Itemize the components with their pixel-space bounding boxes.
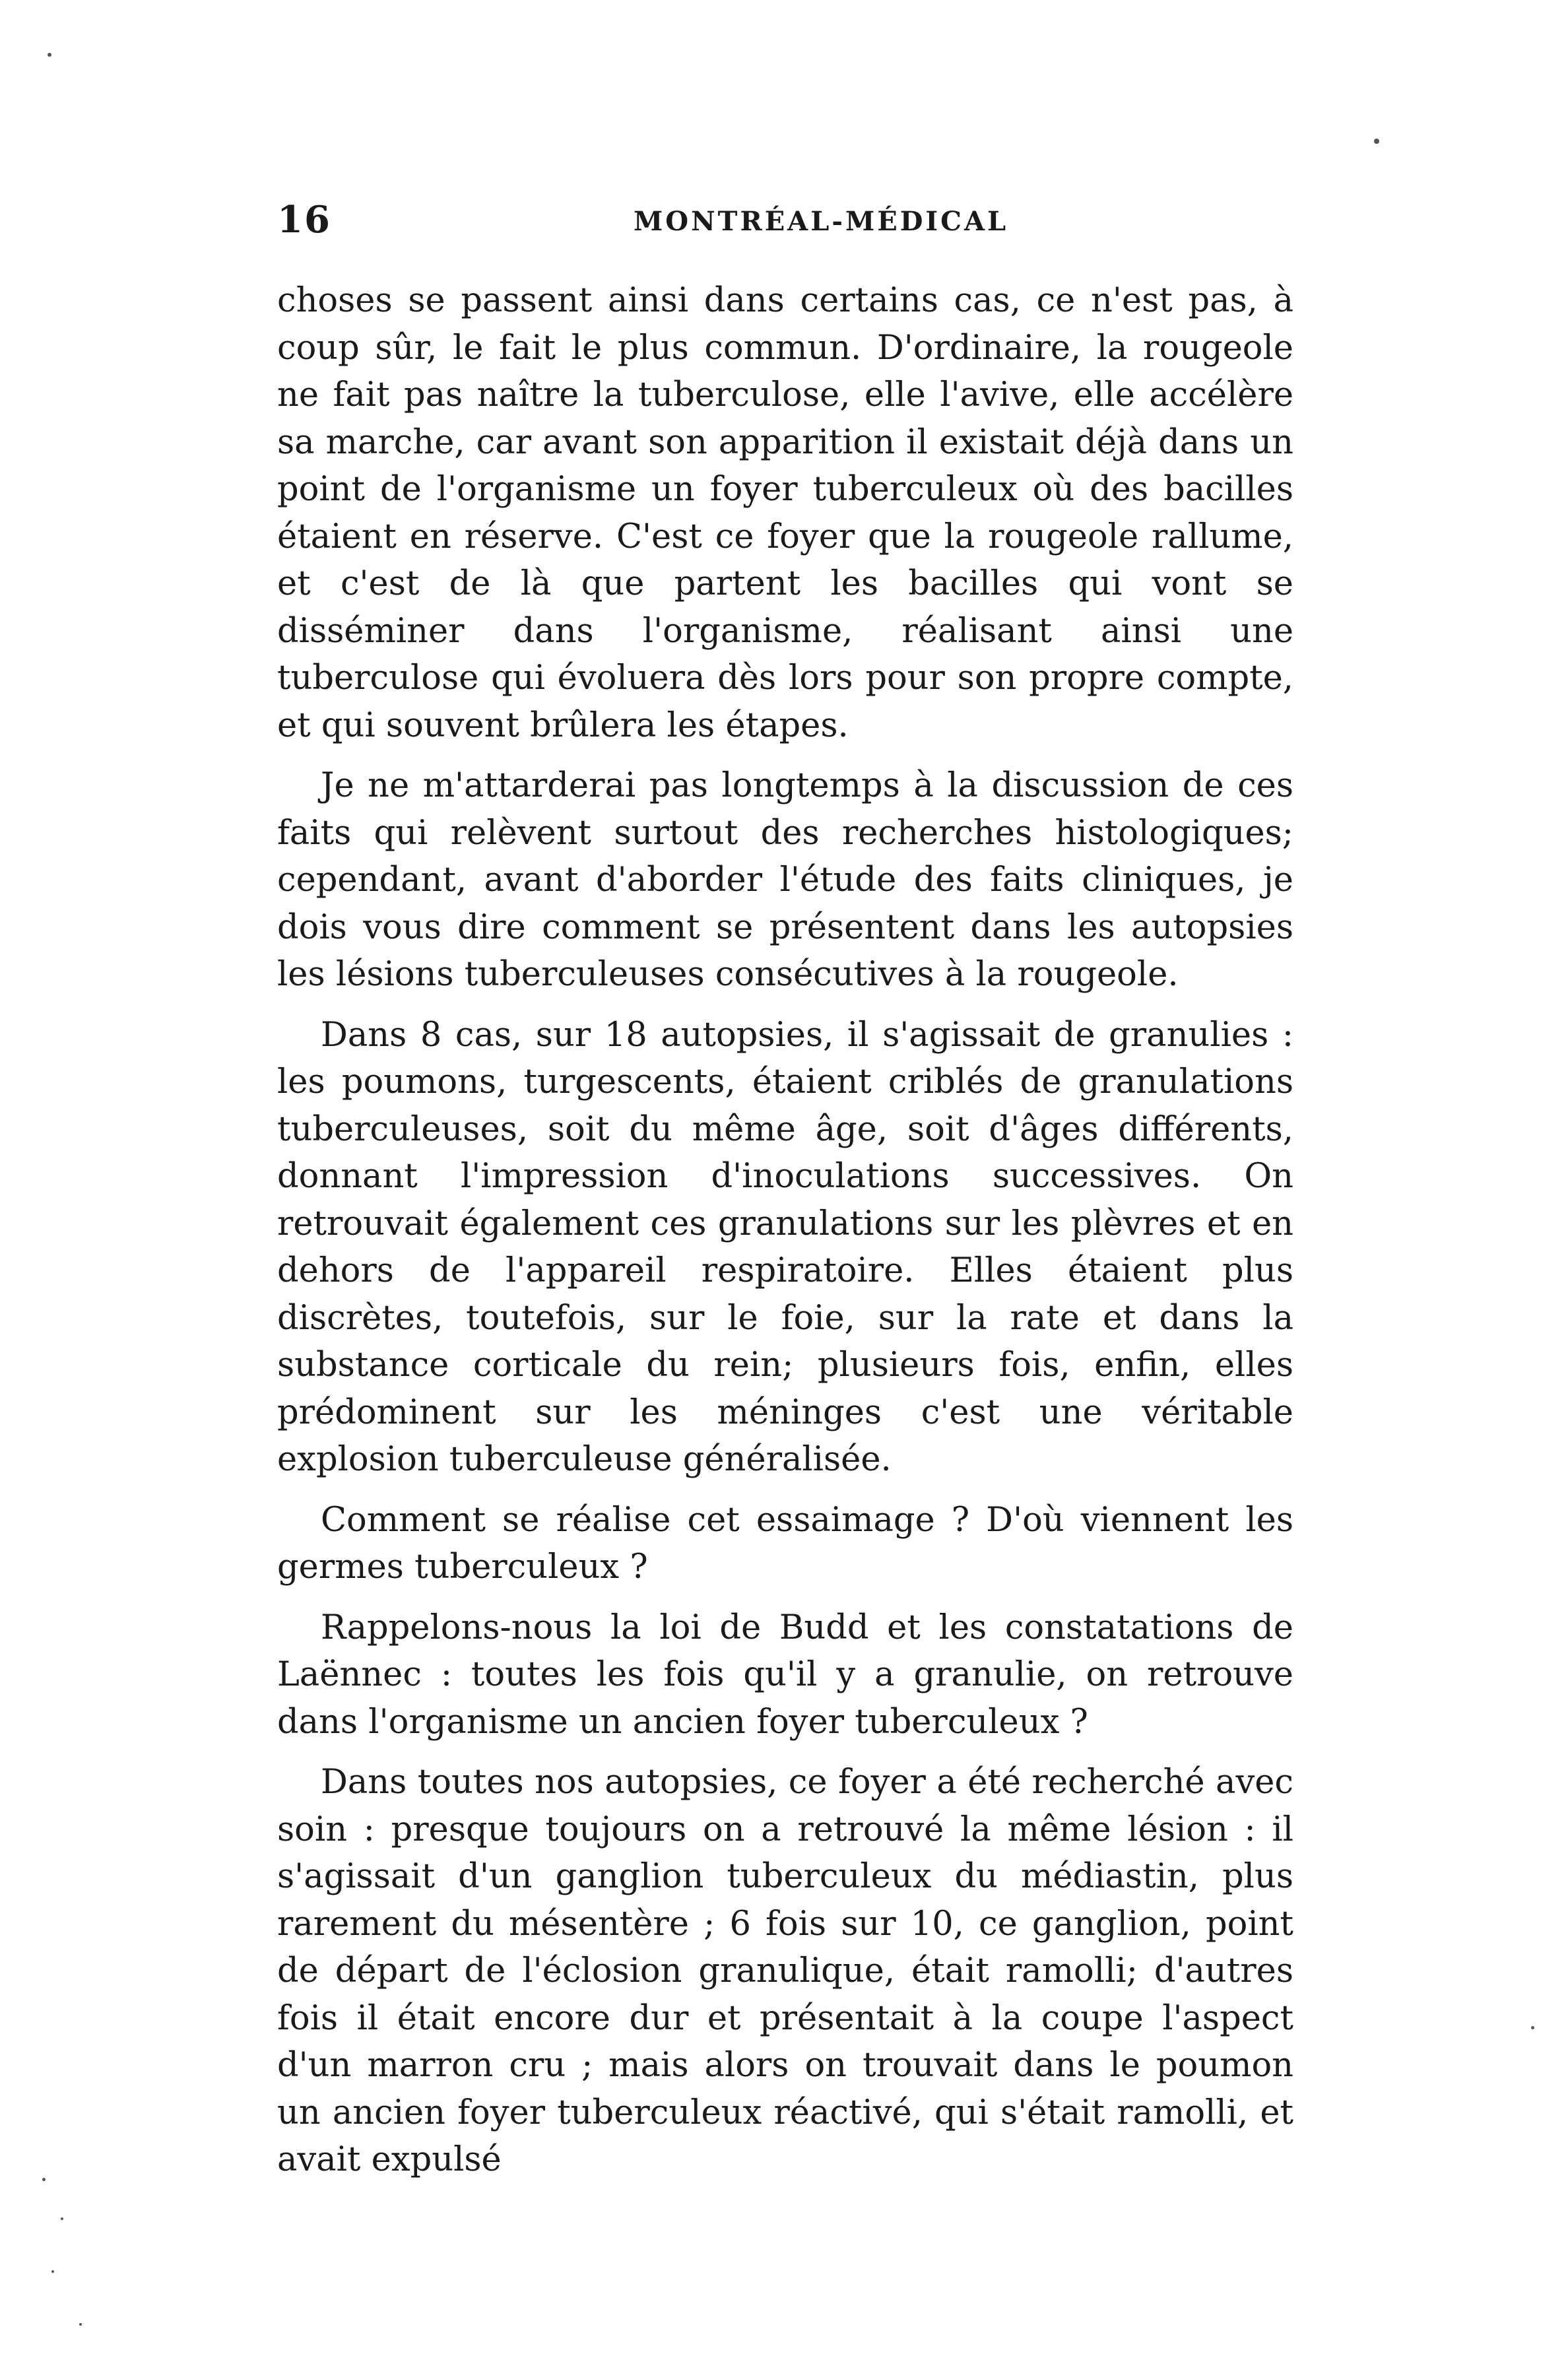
paragraph-3: Dans 8 cas, sur 18 autopsies, il s'agissait de granulies : les poumons, turgescents, étaient criblés de granulations tuberculeuses, soit du même âge, soit d'âges différents, donnant l'impression d'inoculations successives. On retrouvait également ces granulations sur les plèvres et en dehors de l'appareil respiratoire. Elles étaient plus discrètes, toutefois, sur le foie, sur la rate et dans la substance corticale du rein; plusieurs fois, enfin, elles prédominent sur les méninges c'est une véritable explosion tuberculeuse généralisée.: [277, 1015, 1293, 1479]
paragraph-1: choses se passent ainsi dans certains cas, ce n'est pas, à coup sûr, le fait le plus commun. D'ordinaire, la rougeole ne fait pas naître la tuberculose, elle l'avive, elle accélère sa marche, car avant son apparition il existait déjà dans un point de l'organisme un foyer tuberculeux où des bacilles étaient en réserve. C'est ce foyer que la rougeole rallume, et c'est de là que partent les bacilles qui vont se disséminer dans l'organisme, réalisant ainsi une tuberculose qui évoluera dès lors pour son propre compte, et qui souvent brûlera les étapes.: [277, 281, 1293, 745]
running-header: [277, 198, 1307, 251]
scan-speck: [79, 2323, 82, 2326]
scan-speck: [1374, 139, 1379, 144]
scan-speck: [51, 2270, 54, 2273]
paragraph-6: Dans toutes nos autopsies, ce foyer a été recherché avec soin : presque toujours on a retrouvé la même lésion : il s'agissait d'un ganglion tuberculeux du médiastin, plus rarement du mésentère ; 6 fois sur 10, ce ganglion, point de départ de l'éclosion granulique, était ramolli; d'autres fois il était encore dur et présentait à la coupe l'aspect d'un marron cru ; mais alors on trouvait dans le poumon un ancien foyer tuberculeux réactivé, qui s'était ramolli, et avait expulsé: [277, 1763, 1293, 2179]
scan-speck: [1531, 2026, 1534, 2029]
scan-speck: [42, 2178, 46, 2181]
scan-speck: [48, 53, 51, 57]
paragraph-5: Rappelons-nous la loi de Budd et les constatations de Laënnec : toutes les fois qu'il y a granulie, on retrouve dans l'organisme un ancien foyer tuberculeux ?: [277, 1608, 1293, 1742]
body-text: [277, 277, 1293, 2197]
page-number: 16: [277, 198, 331, 242]
journal-title: MONTRÉAL-MÉDICAL: [634, 206, 1009, 237]
paragraph-4: Comment se réalise cet essaimage ? D'où viennent les germes tuberculeux ?: [277, 1500, 1293, 1587]
paragraph-2: Je ne m'attarderai pas longtemps à la discussion de ces faits qui relèvent surtout des recherches histologiques; cependant, avant d'aborder l'étude des faits cliniques, je dois vous dire comment se présentent dans les autopsies les lésions tuberculeuses consécutives à la rougeole.: [277, 766, 1293, 994]
scan-speck: [61, 2217, 63, 2220]
